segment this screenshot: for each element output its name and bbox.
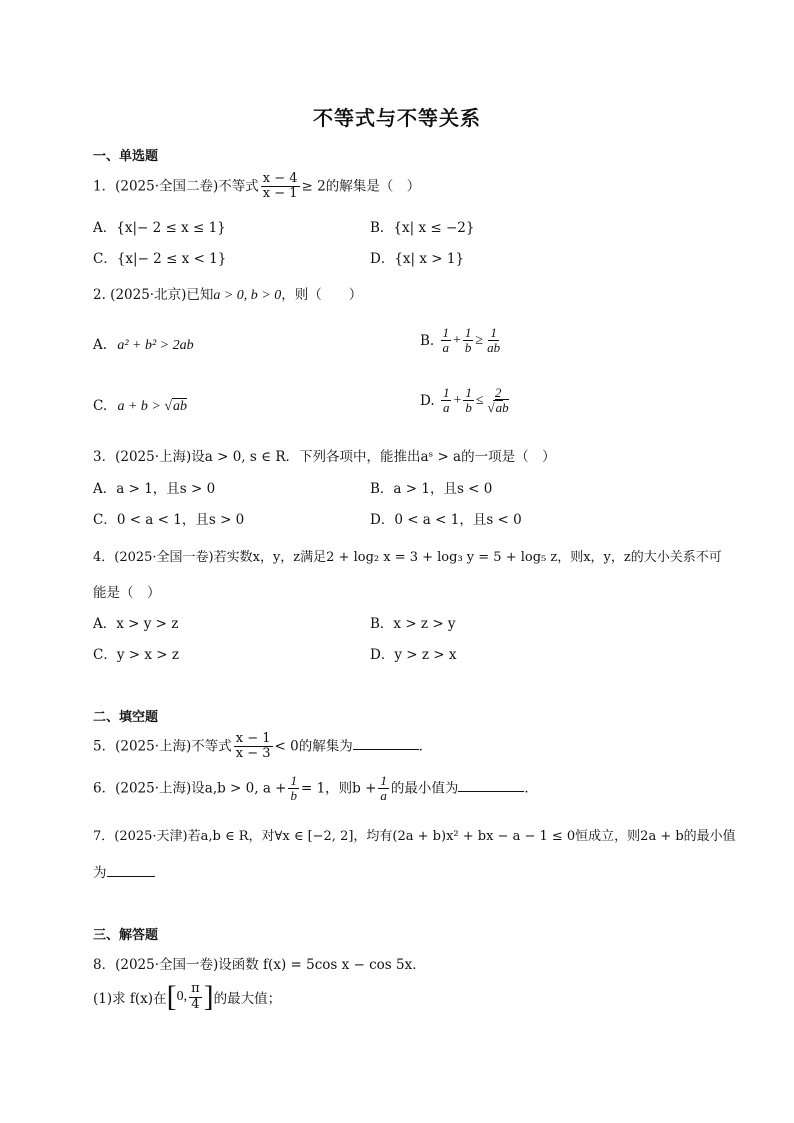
question-1-stem: [93, 172, 420, 202]
q2-option-c-label: C.: [93, 398, 108, 414]
question-7-line-1: 7．(2025·天津)若a,b ∈ R，对∀x ∈ [−2, 2]，均有(2a + b)x² + bx − a − 1 ≤ 0恒成立，则2a + b的最小值: [93, 829, 736, 844]
q6-answer-blank[interactable]: [458, 779, 524, 792]
q1-fraction: [261, 172, 300, 202]
q2-option-b: B. $\frac{1}{a}$ + $\frac{1}{b}$ ≥ $\frac{1}{ab}$: [420, 325, 501, 356]
question-2-stem: [93, 283, 362, 304]
q2-b-frac-2: $\frac{1}{b}$: [464, 325, 472, 356]
q2-option-d: D. $\frac{1}{a}$ + $\frac{1}{b}$ ≤ $\frac{2}{√ab}$: [420, 385, 509, 416]
q2-tail: ，则（ ）: [281, 287, 363, 303]
question-7-line-2: [93, 861, 155, 881]
q3-option-b: B．a > 1，且s < 0: [370, 481, 493, 497]
left-bracket-icon: [: [166, 980, 177, 1013]
question-6-stem: [93, 774, 538, 804]
q5-fraction-numerator: x − 1: [235, 731, 271, 746]
section-heading-solution: 三、解答题: [93, 928, 159, 943]
q2-option-b-label: B.: [420, 332, 435, 349]
q7-answer-blank[interactable]: [107, 864, 155, 877]
q8-fraction-numerator: π: [191, 981, 200, 997]
q1-fraction-denominator: x − 1: [262, 186, 298, 202]
q2-condition: a > 0, b > 0: [213, 288, 282, 303]
section-heading-single-choice: 一、单选题: [93, 149, 159, 164]
q2-d-frac-1: $\frac{1}{a}$: [442, 385, 450, 416]
q1-option-a: A．{x|− 2 ≤ x ≤ 1}: [93, 220, 226, 236]
q6-mid: = 1，则b +: [300, 780, 377, 797]
q6-fraction-1: [288, 774, 299, 804]
q8-part-1-after: 的最大值；: [213, 991, 282, 1007]
q2-option-a-label: A.: [93, 337, 108, 353]
q6-fraction-2: [378, 774, 389, 804]
q4-option-a: A．x > y > z: [93, 616, 179, 632]
q2-d-frac-3: $\frac{2}{√ab}$: [487, 385, 509, 416]
q2-b-frac-3: $\frac{1}{ab}$: [487, 325, 501, 356]
question-5-stem: [93, 732, 432, 762]
q6-fraction-1-denominator: b: [290, 788, 297, 804]
q6-prefix: 6．(2025·上海)设a,b > 0, a +: [93, 780, 287, 797]
question-4-line-1: 4．(2025·全国一卷)若实数x，y，z满足2 + log₂ x = 3 + log₃ y = 5 + log₅ z，则x，y，z的大小关系不可: [93, 550, 722, 565]
question-3-stem: 3．(2025·上海)设a > 0, s ∈ R．下列各项中，能推出aˢ > a的一项是（ ）: [93, 449, 556, 465]
question-8-stem: 8．(2025·全国一卷)设函数 f(x) = 5cos x − cos 5x．: [93, 957, 426, 973]
q2-stem: 2. (2025·北京)已知: [93, 287, 214, 303]
section-heading-fill-blank: 二、填空题: [93, 710, 159, 725]
q4-option-d: D．y > z > x: [370, 647, 457, 663]
page-title: 不等式与不等关系: [313, 106, 481, 130]
q2-option-d-label: D.: [420, 392, 435, 409]
q2-option-a: [93, 337, 194, 354]
q6-after: 的最小值为: [390, 780, 459, 797]
q6-end: ．: [524, 780, 538, 797]
q3-option-c: C．0 < a < 1，且s > 0: [93, 512, 245, 528]
q2-b-frac-1: $\frac{1}{a}$: [442, 325, 450, 356]
q4-option-b: B．x > z > y: [370, 616, 456, 632]
question-4-line-2: 能是（ ）: [93, 585, 161, 601]
q5-fraction-denominator: x − 3: [235, 746, 271, 762]
q6-fraction-1-numerator: 1: [290, 773, 297, 788]
q6-fraction-2-denominator: a: [380, 788, 387, 804]
q5-after: < 0的解集为: [274, 738, 353, 755]
q6-fraction-2-numerator: 1: [380, 773, 387, 788]
q8-fraction-denominator: 4: [191, 996, 200, 1012]
q1-option-b: B．{x| x ≤ −2}: [370, 220, 475, 236]
q2-option-a-expr: a² + b² > 2ab: [117, 338, 194, 353]
q3-option-a: A．a > 1，且s > 0: [93, 481, 216, 497]
q7-line-2-text: 为: [93, 865, 107, 881]
q2-d-frac-2: $\frac{1}{b}$: [465, 385, 472, 416]
q1-option-d: D．{x| x > 1}: [370, 251, 465, 267]
q5-fraction: [234, 732, 273, 762]
right-bracket-icon: ]: [203, 980, 214, 1013]
q8-part-1-prefix: (1)求 f(x)在: [93, 991, 167, 1007]
q4-option-c: C．y > x > z: [93, 647, 179, 663]
q1-prefix: 1．(2025·全国二卷)不等式: [93, 178, 259, 195]
q5-end: ．: [418, 738, 433, 755]
q1-fraction-numerator: x − 4: [262, 171, 298, 186]
q1-after: ≥ 2的解集是（ ）: [301, 178, 421, 195]
q2-option-c: C. a + b > √ab: [93, 398, 188, 414]
q1-option-c: C．{x|− 2 ≤ x < 1}: [93, 251, 227, 267]
q8-interval-left: 0,: [176, 989, 188, 1004]
question-8-part-1: [93, 982, 281, 1012]
q5-answer-blank[interactable]: [353, 737, 419, 750]
q8-fraction: [189, 982, 202, 1012]
q3-option-d: D．0 < a < 1，且s < 0: [370, 512, 522, 528]
q5-prefix: 5．(2025·上海)不等式: [93, 738, 232, 755]
